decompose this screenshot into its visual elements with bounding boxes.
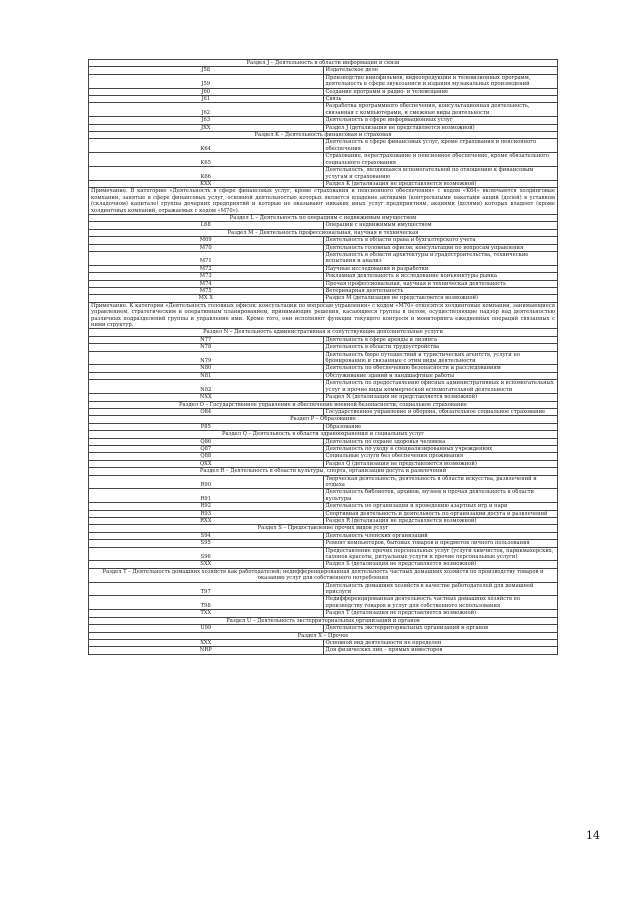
- section-heading: Раздел L – Деятельность по операциям с недвижимым имуществом: [89, 214, 558, 221]
- activity-description: Спортивная деятельность и деятельность по организации досуга и развлечений: [323, 510, 558, 517]
- activity-description: Раздел T (детализация не представляется возможной): [323, 610, 558, 617]
- table-row: [89, 408, 558, 415]
- activity-code: N79: [89, 351, 324, 365]
- table-row: [89, 596, 558, 610]
- table-row: [89, 380, 558, 394]
- activity-description: Деятельность головных офисов; консультации по вопросам управления: [323, 244, 558, 251]
- activity-code: R90: [89, 475, 324, 489]
- table-row: [89, 532, 558, 539]
- section-heading-row: [89, 229, 558, 236]
- table-row: [89, 372, 558, 379]
- activity-description: Раздел Q (детализация не представляется возможной): [323, 460, 558, 467]
- activity-description: Основной вид деятельности не определен: [323, 639, 558, 646]
- table-row: [89, 167, 558, 181]
- activity-code: S95: [89, 540, 324, 547]
- activity-code: N78: [89, 344, 324, 351]
- section-heading-row: [89, 617, 558, 624]
- table-row: [89, 561, 558, 568]
- activity-description: Деятельность по предоставлению офисных административных и вспомогательных услуг и прочие виды коммерческой вспомогательной деятельности: [323, 380, 558, 394]
- table-row: [89, 610, 558, 617]
- activity-description: Раздел R (детализация не представляется возможной): [323, 518, 558, 525]
- section-heading: Раздел M – Деятельность профессиональная, научная и техническая: [89, 229, 558, 236]
- activity-code: N80: [89, 365, 324, 372]
- activity-code: N77: [89, 336, 324, 343]
- activity-description: Создание программ и радио- и телевещание: [323, 88, 558, 95]
- activity-description: Предоставление прочих персональных услуг (услуги химчисток, парикмахерских, салонов красоты, ритуальные услуги и прочие персональные услуги): [323, 547, 558, 561]
- table-row: [89, 365, 558, 372]
- table-row: [89, 237, 558, 244]
- activity-code: QXX: [89, 460, 324, 467]
- activity-code: T98: [89, 596, 324, 610]
- table-row: [89, 639, 558, 646]
- activity-description: Разработка программного обеспечения, консультационная деятельность, связанная с компьютерами, и смежные виды деятельности: [323, 103, 558, 117]
- activity-code: NXX: [89, 394, 324, 401]
- activity-description: Раздел S (детализация не представляется возможной): [323, 561, 558, 568]
- activity-description: Для физических лиц – прямых инвесторов: [323, 647, 558, 654]
- table-row: [89, 180, 558, 187]
- section-heading-row: [89, 525, 558, 532]
- activity-description: Раздел N (детализация не представляется возможной): [323, 394, 558, 401]
- activity-description: Деятельность членских организаций: [323, 532, 558, 539]
- section-heading-row: [89, 568, 558, 582]
- activity-description: Рекламная деятельность и исследование конъюнктуры рынка: [323, 273, 558, 280]
- activity-code: M69: [89, 237, 324, 244]
- activity-code: S94: [89, 532, 324, 539]
- note-row: [89, 302, 558, 329]
- activity-description: Страхование, перестрахование и пенсионное обеспечение, кроме обязательного социального страхования: [323, 153, 558, 167]
- table-row: [89, 438, 558, 445]
- activity-description: Деятельность в области трудоустройства: [323, 344, 558, 351]
- table-row: [89, 88, 558, 95]
- activity-description: Деятельность по уходу в специализированных учреждениях: [323, 445, 558, 452]
- activity-code: R93: [89, 510, 324, 517]
- activity-description: Ветеринарная деятельность: [323, 288, 558, 295]
- section-heading-row: [89, 416, 558, 423]
- activity-description: Социальные услуги без обеспечения проживания: [323, 453, 558, 460]
- table-row: [89, 273, 558, 280]
- section-note: Примечание. В категорию «Деятельность в сфере финансовых услуг, кроме страхования и пенсионного обеспечения» с кодом «K64» включаются холдинговые компании, занятые в сфере финансовых услуг, основной деятельностью которых является владение активами (контрольными пакетами акций (долей) в уставном (складочном) капитале) группы дочерних предприятий и которые не оказывают никаких иных услуг предприятиям, акциями (долями) которых владеют (кроме холдинговых компаний, отражаемых с кодом «M70»).: [89, 188, 558, 215]
- table-row: [89, 124, 558, 131]
- document-page: [88, 59, 558, 655]
- activity-codes-body: [89, 60, 558, 655]
- table-row: [89, 540, 558, 547]
- activity-code: U99: [89, 625, 324, 632]
- activity-description: Производство кинофильмов, видеопродукции и телевизионных программ, деятельность в сфере звукозаписи и издания музыкальных произведений: [323, 74, 558, 88]
- table-row: [89, 647, 558, 654]
- activity-code: M70: [89, 244, 324, 251]
- section-heading: Раздел S – Предоставление прочих видов услуг: [89, 525, 558, 532]
- activity-description: Раздел J (детализация не представляется возможной): [323, 124, 558, 131]
- activity-description: Деятельность по охране здоровья человека: [323, 438, 558, 445]
- activity-code: Q86: [89, 438, 324, 445]
- section-heading-row: [89, 431, 558, 438]
- activity-description: Операции с недвижимым имуществом: [323, 222, 558, 229]
- table-row: [89, 74, 558, 88]
- activity-code: S96: [89, 547, 324, 561]
- section-heading: Раздел P – Образование: [89, 416, 558, 423]
- activity-description: Деятельность домашних хозяйств в качестве работодателей для домашней прислуги: [323, 582, 558, 596]
- table-row: [89, 288, 558, 295]
- activity-description: Раздел K (детализация не представляется возможной): [323, 180, 558, 187]
- activity-code: SXX: [89, 561, 324, 568]
- activity-description: Деятельность в сфере финансовых услуг, кроме страхования и пенсионного обеспечения: [323, 139, 558, 153]
- activity-description: Раздел M (детализация не представляется возможной): [323, 295, 558, 302]
- table-row: [89, 503, 558, 510]
- activity-description: Деятельность в области архитектуры и градостроительства, технические испытания и анализ: [323, 251, 558, 265]
- activity-code: K66: [89, 167, 324, 181]
- table-row: [89, 460, 558, 467]
- activity-code: M75: [89, 288, 324, 295]
- activity-description: Образование: [323, 423, 558, 430]
- activity-description: Деятельность экстерриториальных организаций и органов: [323, 625, 558, 632]
- table-row: [89, 153, 558, 167]
- section-heading-row: [89, 401, 558, 408]
- activity-code: J63: [89, 117, 324, 124]
- activity-code: M74: [89, 280, 324, 287]
- activity-codes-table: [88, 59, 558, 655]
- activity-description: Деятельность в сфере информационных услуг: [323, 117, 558, 124]
- activity-code: KXX: [89, 180, 324, 187]
- activity-code: M72: [89, 265, 324, 272]
- activity-code: Q88: [89, 453, 324, 460]
- section-heading: Раздел J – Деятельность в области информации и связи: [89, 60, 558, 67]
- activity-description: Деятельность в сфере аренды и лизинга: [323, 336, 558, 343]
- activity-description: Связь: [323, 96, 558, 103]
- page-number: 14: [586, 829, 600, 842]
- activity-code: XXX: [89, 639, 324, 646]
- table-row: [89, 117, 558, 124]
- table-row: [89, 280, 558, 287]
- activity-description: Деятельность по обеспечению безопасности и расследованиям: [323, 365, 558, 372]
- activity-code: P85: [89, 423, 324, 430]
- table-row: [89, 475, 558, 489]
- activity-code: NRP: [89, 647, 324, 654]
- activity-description: Обслуживание зданий и ландшафтные работы: [323, 372, 558, 379]
- table-row: [89, 295, 558, 302]
- section-heading-row: [89, 329, 558, 336]
- activity-description: Деятельность в области права и бухгалтерского учета: [323, 237, 558, 244]
- activity-description: Научные исследования и разработки: [323, 265, 558, 272]
- activity-code: RXX: [89, 518, 324, 525]
- table-row: [89, 423, 558, 430]
- table-row: [89, 489, 558, 503]
- activity-description: Творческая деятельность, деятельность в области искусства, развлечений и отдыха: [323, 475, 558, 489]
- section-heading-row: [89, 214, 558, 221]
- activity-description: Деятельность по организации и проведению азартных игр и пари: [323, 503, 558, 510]
- activity-code: J58: [89, 67, 324, 74]
- activity-code: K64: [89, 139, 324, 153]
- activity-code: Q87: [89, 445, 324, 452]
- activity-code: M73: [89, 273, 324, 280]
- section-heading-row: [89, 60, 558, 67]
- section-heading-row: [89, 632, 558, 639]
- activity-code: T97: [89, 582, 324, 596]
- activity-description: Прочая профессиональная, научная и техническая деятельность: [323, 280, 558, 287]
- activity-code: M71: [89, 251, 324, 265]
- activity-description: Деятельность бюро путешествий и туристических агентств, услуги по бронированию и связанные с этим виды деятельности: [323, 351, 558, 365]
- table-row: [89, 244, 558, 251]
- table-row: [89, 251, 558, 265]
- activity-code: R91: [89, 489, 324, 503]
- section-heading: Раздел N – Деятельность административная и сопутствующие дополнительные услуги: [89, 329, 558, 336]
- activity-code: J59: [89, 74, 324, 88]
- activity-code: J62: [89, 103, 324, 117]
- table-row: [89, 445, 558, 452]
- activity-code: TXX: [89, 610, 324, 617]
- section-heading: Раздел O – Государственное управление и обеспечение военной безопасности; социальное страхование: [89, 401, 558, 408]
- table-row: [89, 67, 558, 74]
- section-heading: Раздел T – Деятельность домашних хозяйств как работодателей; недифференцированная деятельность частных домашних хозяйств по производству товаров и оказанию услуг для собственного потребления: [89, 568, 558, 582]
- activity-code: JXX: [89, 124, 324, 131]
- activity-code: L68: [89, 222, 324, 229]
- activity-code: MX X: [89, 295, 324, 302]
- section-heading-row: [89, 132, 558, 139]
- table-row: [89, 344, 558, 351]
- section-heading: Раздел X – Прочее: [89, 632, 558, 639]
- activity-description: Издательское дело: [323, 67, 558, 74]
- activity-code: K65: [89, 153, 324, 167]
- table-row: [89, 547, 558, 561]
- activity-description: Деятельность, являющаяся вспомогательной по отношению к финансовым услугам и страхованию: [323, 167, 558, 181]
- table-row: [89, 510, 558, 517]
- table-row: [89, 336, 558, 343]
- table-row: [89, 625, 558, 632]
- activity-code: N81: [89, 372, 324, 379]
- activity-code: R92: [89, 503, 324, 510]
- note-row: [89, 188, 558, 215]
- table-row: [89, 394, 558, 401]
- activity-description: Деятельность библиотек, архивов, музеев и прочая деятельность в области культуры: [323, 489, 558, 503]
- table-row: [89, 222, 558, 229]
- table-row: [89, 351, 558, 365]
- activity-code: J61: [89, 96, 324, 103]
- section-heading: Раздел R – Деятельность в области культуры, спорта, организации досуга и развлечений: [89, 468, 558, 475]
- table-row: [89, 453, 558, 460]
- table-row: [89, 265, 558, 272]
- table-row: [89, 139, 558, 153]
- activity-code: N82: [89, 380, 324, 394]
- activity-description: Недифференцированная деятельность частных домашних хозяйств по производству товаров и услуг для собственного использования: [323, 596, 558, 610]
- section-heading-row: [89, 468, 558, 475]
- activity-code: J60: [89, 88, 324, 95]
- activity-code: O84: [89, 408, 324, 415]
- activity-description: Ремонт компьютеров, бытовых товаров и предметов личного пользования: [323, 540, 558, 547]
- activity-description: Государственное управление и оборона, обязательное социальное страхование: [323, 408, 558, 415]
- section-heading: Раздел U – Деятельность экстерриториальных организаций и органов: [89, 617, 558, 624]
- section-heading: Раздел Q – Деятельность в области здравоохранения и социальных услуг: [89, 431, 558, 438]
- section-heading: Раздел K – Деятельность финансовая и страховая: [89, 132, 558, 139]
- table-row: [89, 103, 558, 117]
- table-row: [89, 518, 558, 525]
- section-note: Примечание. К категории «Деятельность головных офисов; консультации по вопросам управления» с кодом «M70» относятся холдинговые компании, занимающиеся управлением, стратегическим и оперативным планированием, принимающие решения, касающиеся группы в целом, осуществляющие надзор над деятельностью различных подразделений группы и управление ими. Кроме того, они исполняют функции текущего контроля и мониторинга ежедневных операций связанных с ними структур.: [89, 302, 558, 329]
- table-row: [89, 582, 558, 596]
- table-row: [89, 96, 558, 103]
